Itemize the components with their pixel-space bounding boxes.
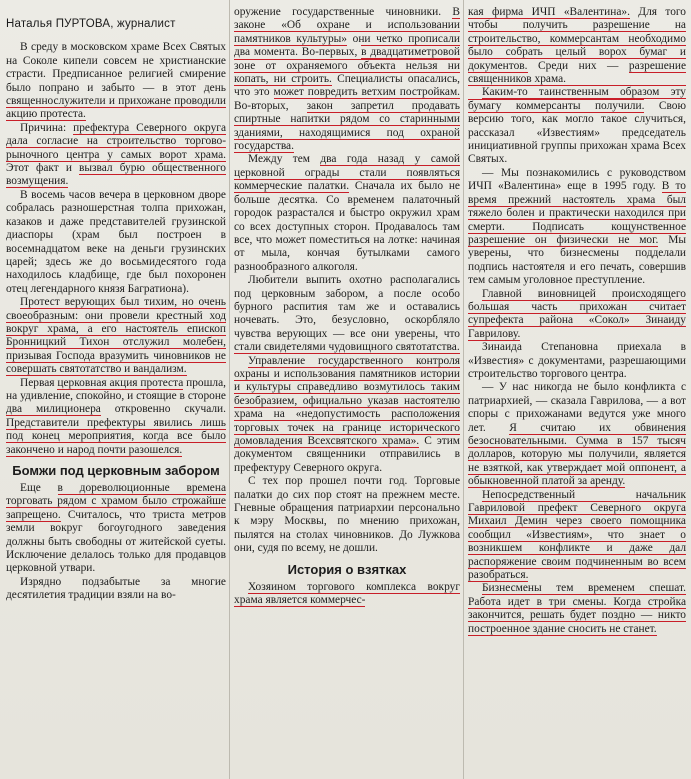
paragraph: Между тем два года назад у самой церковной ограды стали появляться коммерческие палатки. Сначала их было не больше десятка. Со временем палаточный городок разрастался и быстро окружил храм со всех доступных сторон. Продавалось там все, что может поместиться на лотке: начиная от мыла, кончая бутылками самого разнообразного алкоголя. bbox=[234, 153, 460, 273]
paragraph: Главной виновницей происходящего большая часть прихожан считает супрефекта района «Сокол» Зинаиду Гаврилову. bbox=[468, 287, 686, 340]
column-1 bbox=[6, 6, 226, 775]
paragraph: С тех пор прошел почти год. Торговые палатки до сих пор стоят на прежнем месте. Гневные обращения патриархии персонально к мэру Москвы, по мнению прихожан, пылятся на столах чиновников. До Лужкова они, судя по всему, не дошли. bbox=[234, 475, 460, 555]
paragraph: Протест верующих был тихим, но очень своеобразным: они провели крестный ход вокруг храма, а его настоятель епископ Бронницкий Тихон отслужил молебен, призывая Господа вразумить чиновников не совершать святотатство и вандализм. bbox=[6, 296, 226, 376]
column-3 bbox=[468, 6, 686, 775]
paragraph: В восемь часов вечера в церковном дворе собралась разношерстная толпа прихожан, казаков и даже представителей грузинской диаспоры (храм был построен в восемнадцатом веке на деньги грузинских царей; здесь же до восьмидесятого года находилось кладбище, где был похоронен отец легендарного князя Багратиона). bbox=[6, 188, 226, 295]
paragraph: — Мы познакомились с руководством ИЧП «Валентина» еще в 1995 году. В то время прежний настоятель храма был тяжело болен и практически находился при смерти. Подписать кощунственное разрешение он физически не мог. Мы уверены, что бизнесмены подделали подпись настоятеля и его печать, совершив тем самым уголовное преступление. bbox=[468, 166, 686, 287]
paragraph: Бизнесмены тем временем спешат. Работа идет в три смены. Когда стройка закончится, решать будет поздно — никто построенное здание сносить не станет. bbox=[468, 582, 686, 635]
byline: Наталья ПУРТОВА, журналист bbox=[6, 18, 176, 30]
paragraph: Еще в дореволюционные времена торговать рядом с храмом было строжайше запрещено. Считалось, что триста метров земли вокруг богоугодного заведения должны быть свободны от житейской суеты. Исключение делалось только для продавцов церковной утвари. bbox=[6, 482, 226, 575]
section-heading: Бомжи под церковным забором bbox=[12, 463, 220, 478]
section-heading: История о взятках bbox=[287, 561, 407, 577]
paragraph: оружение государственные чиновники. В законе «Об охране и использовании памятников культуры» они четко прописали два момента. Во-первых, в двадцатиметровой зоне от охраняемого объекта нельзя ни копать, ни строить. Специалисты опасались, что это может повредить ветхим постройкам. Во-вторых, закон запретил продавать спиртные напитки рядом со старинными зданиями, находящимися под охраной государства. bbox=[234, 6, 460, 153]
paragraph: — У нас никогда не было конфликта с патриархией, — сказала Гаврилова, — а вот споры с прихожанами ведутся уже много лет. Я считаю их обвинения безосновательными. Сумма в 157 тысяч долларов, которую мы получили, является не взяткой, как утверждает мой оппонент, а обыкновенной платой за аренду. bbox=[468, 381, 686, 488]
column-2 bbox=[234, 6, 460, 775]
paragraph: Каким-то таинственным образом эту бумагу коммерсанты получили. Свою версию того, как могло такое случиться, рассказал «Известиям» председатель инициативной группы прихожан храма Всех Святых. bbox=[468, 86, 686, 166]
paragraph: Непосредственный начальник Гавриловой префект Северного округа Михаил Демин через своего помощника сообщил «Известиям», что знает о возникшем конфликте и даже дал распоряжение своим подчиненным во всем разобраться. bbox=[468, 488, 686, 582]
paragraph: кая фирма ИЧП «Валентина». Для того чтобы получить разрешение на строительство, коммерсантам необходимо было собрать целый ворох бумаг и документов. Среди них — разрешение священников храма. bbox=[468, 6, 686, 86]
paragraph: Изрядно подзабытые за многие десятилетия традиции взяли на во- bbox=[6, 575, 226, 602]
paragraph: Зинаида Степановна приехала в «Известия» с документами, разрешающими строительство торгового центра. bbox=[468, 341, 686, 380]
paragraph: Управление государственного контроля охраны и использования памятников истории и культуры справедливо возмутилось таким безобразием, официально указав настоятелю храма на «недопустимость расположения торговых точек на границе исторического домовладения Всехсвятского храма». С этим документом священники отправились в префектуру Северного округа. bbox=[234, 354, 460, 474]
paragraph: В среду в московском храме Всех Святых на Соколе кипели совсем не христианские страсти. Предписанное религией смирение было попрано и забыто — в этот день священнослужители и прихожане проводили акцию протеста. bbox=[6, 41, 226, 121]
paragraph: Хозяином торгового комплекса вокруг храма является коммерчес- bbox=[234, 580, 460, 607]
paragraph: Причина: префектура Северного округа дала согласие на строительство торгово-рыночного центра у самых ворот храма. Этот факт и вызвал бурю общественного возмущения. bbox=[6, 121, 226, 188]
paragraph: Любители выпить охотно располагались под церковным забором, а после особо бурного распития там же и оставались ночевать. Это, безусловно, оскорбляло чувства верующих — все они уверены, что стали свидетелями чудовищного святотатства. bbox=[234, 274, 460, 354]
column-rule bbox=[229, 0, 230, 779]
paragraph: Первая церковная акция протеста прошла, на удивление, спокойно, и стоящие в стороне два милиционера откровенно скучали. Представители префектуры явились лишь под конец мероприятия, когда все было закончено и народ почти разошелся. bbox=[6, 376, 226, 456]
column-rule bbox=[463, 0, 464, 779]
